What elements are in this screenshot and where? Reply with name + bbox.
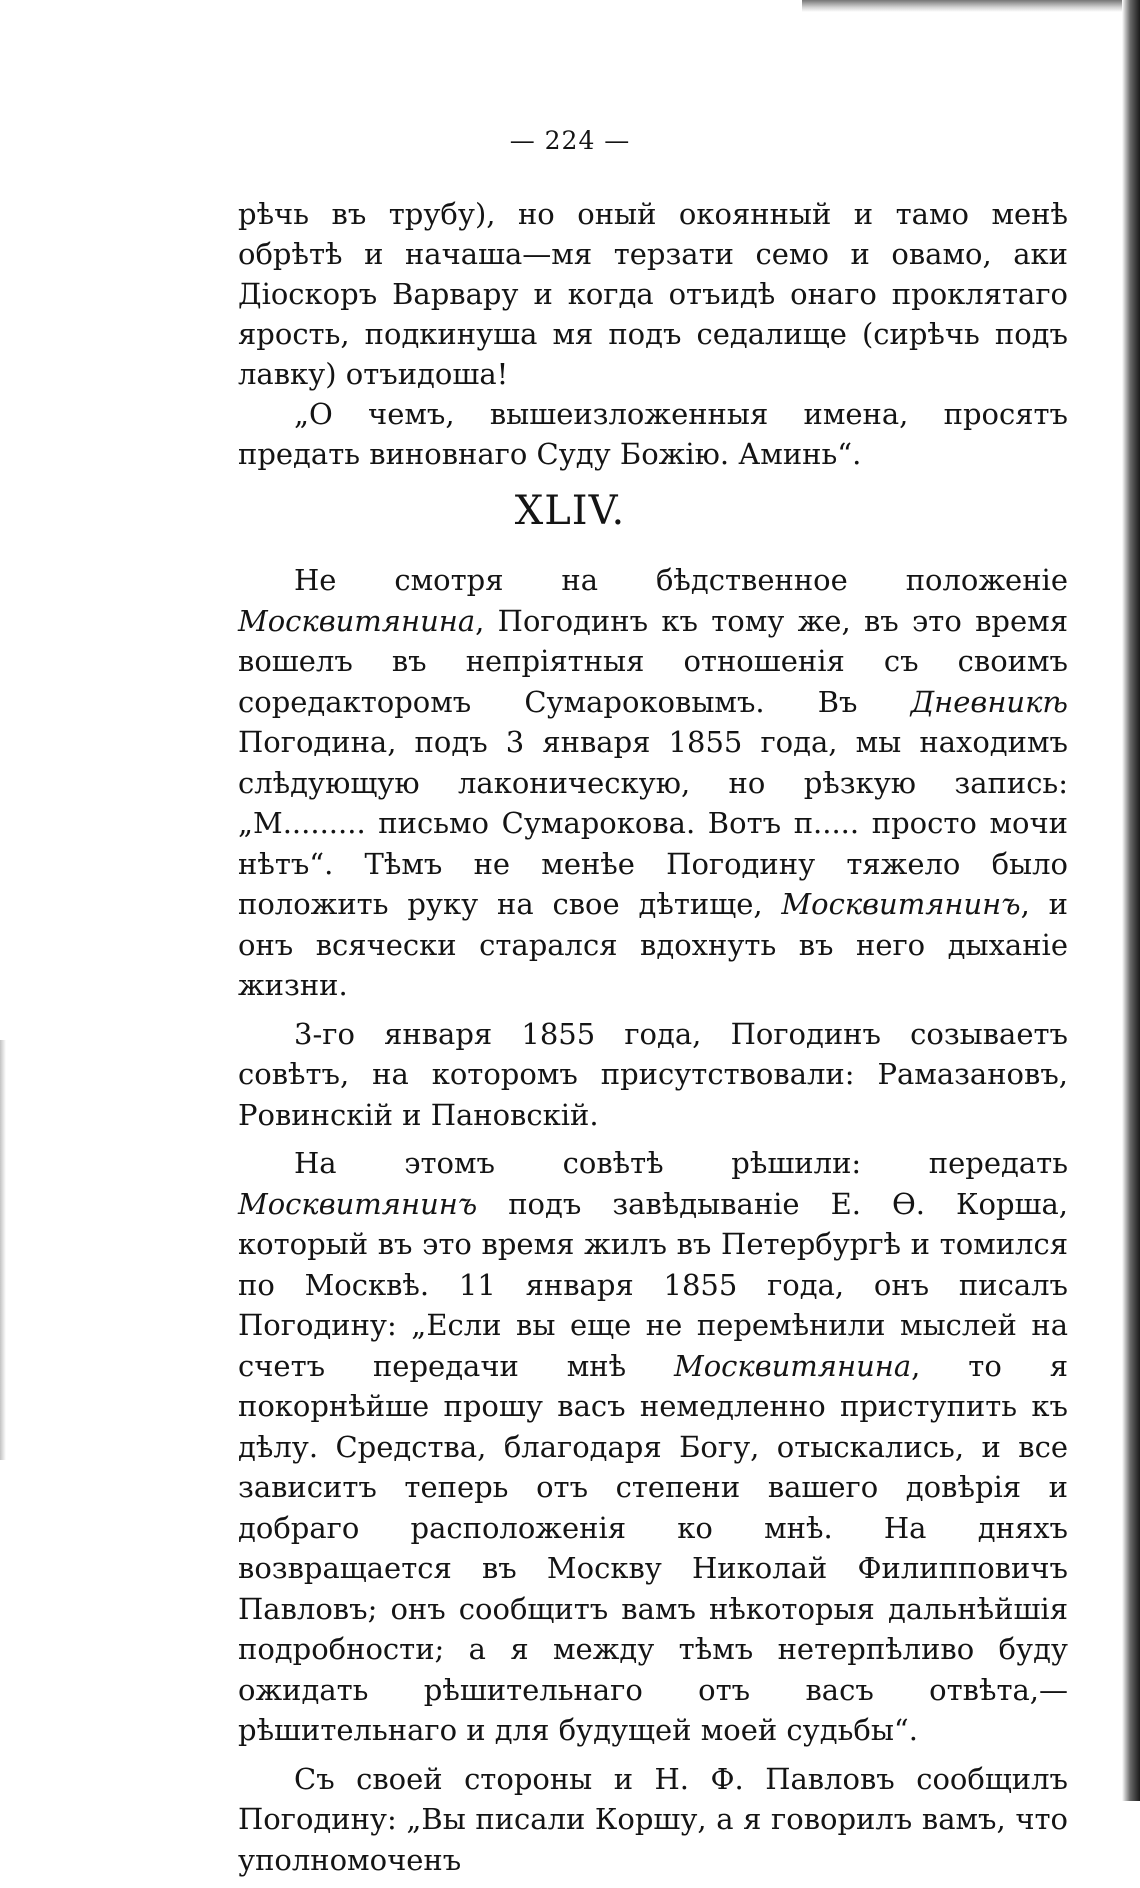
chapter-heading: XLIV.	[514, 488, 626, 534]
paragraph	[238, 1014, 1068, 1136]
text-segment: подъ завѣдываніе Е. Ѳ. Корша, который въ это время жилъ въ Петербургѣ и томился по Москвѣ. 11 января 1855 года, онъ писалъ Погодину: „Если вы еще не перемѣнили мыслей на счетъ передачи мнѣ	[238, 1186, 1068, 1383]
italic-title: Москвитянина	[238, 603, 476, 638]
chapter-text-block	[238, 560, 1068, 1888]
text-segment: На этомъ совѣтѣ рѣшили: передать	[294, 1146, 1068, 1180]
text-segment: 3-го января 1855 года, Погодинъ созываетъ совѣтъ, на которомъ присутствовали: Рамазановъ, Ровинскій и Пановскій.	[238, 1016, 1068, 1132]
text-segment: Съ своей стороны и Н. Ф. Павловъ сообщилъ Погодину: „Вы писали Коршу, а я говорилъ вамъ, что уполномоченъ	[238, 1761, 1068, 1877]
text-segment: Не смотря на бѣдственное положеніе	[294, 563, 1068, 597]
page-top-shadow	[802, 0, 1122, 12]
paragraph-continued: рѣчь въ трубу), но оный окоянный и тамо менѣ обрѣтѣ и начаша—мя терзати семо и овамо, аки Діоскоръ Варвару и когда отъидѣ онаго проклятаго ярость, подкинуша мя подъ седалище (сирѣчь подъ лавку) отъидоша!	[238, 197, 1068, 391]
paragraph	[238, 1759, 1068, 1881]
text-segment: , то я покорнѣйше прошу васъ немедленно приступить къ дѣлу. Средства, благодаря Богу, отыскались, и все зависитъ теперь отъ степени вашего довѣрія и добраго расположенія ко мнѣ. На дняхъ возвращается въ Москву Николай Филипповичъ Павловъ; онъ сообщитъ вамъ нѣкоторыя дальнѣйшія подробности; а я между тѣмъ нетерпѣливо буду ожидать рѣшительнаго отъ васъ отвѣта,—рѣшительнаго и для будущей моей судьбы“.	[238, 1348, 1068, 1747]
page-left-shadow	[0, 1040, 6, 1460]
text-segment: , и онъ всячески старался вдохнуть въ него дыханіе жизни.	[238, 887, 1069, 1002]
paragraph: „О чемъ, вышеизложенныя имена, просятъ предать виновнаго Суду Божію. Аминь“.	[238, 397, 1068, 471]
italic-title: Москвитянина	[674, 1348, 912, 1383]
italic-title: Москвитянинъ	[238, 1186, 478, 1221]
paragraph	[238, 560, 1068, 1006]
text-segment: Погодина, подъ 3 января 1855 года, мы находимъ слѣдующую лаконическую, но рѣзкую запись: „М......... письмо Сумарокова. Вотъ п..... просто мочи нѣтъ“. Тѣмъ не менѣе Погодину тяжело было положить руку на свое дѣтище,	[238, 725, 1068, 921]
page-edge-shadow	[1122, 0, 1140, 1801]
italic-title: Москвитянинъ	[781, 887, 1021, 921]
text-segment: , Погодинъ къ тому же, въ это время вошелъ въ непріятныя отношенія съ своимъ соредакторомъ Сумароковымъ. Въ	[238, 603, 1068, 719]
top-text-block	[238, 194, 1068, 474]
page-number: — 224 —	[509, 126, 631, 155]
italic-title: Дневникѣ	[910, 684, 1068, 719]
paragraph	[238, 1143, 1068, 1751]
